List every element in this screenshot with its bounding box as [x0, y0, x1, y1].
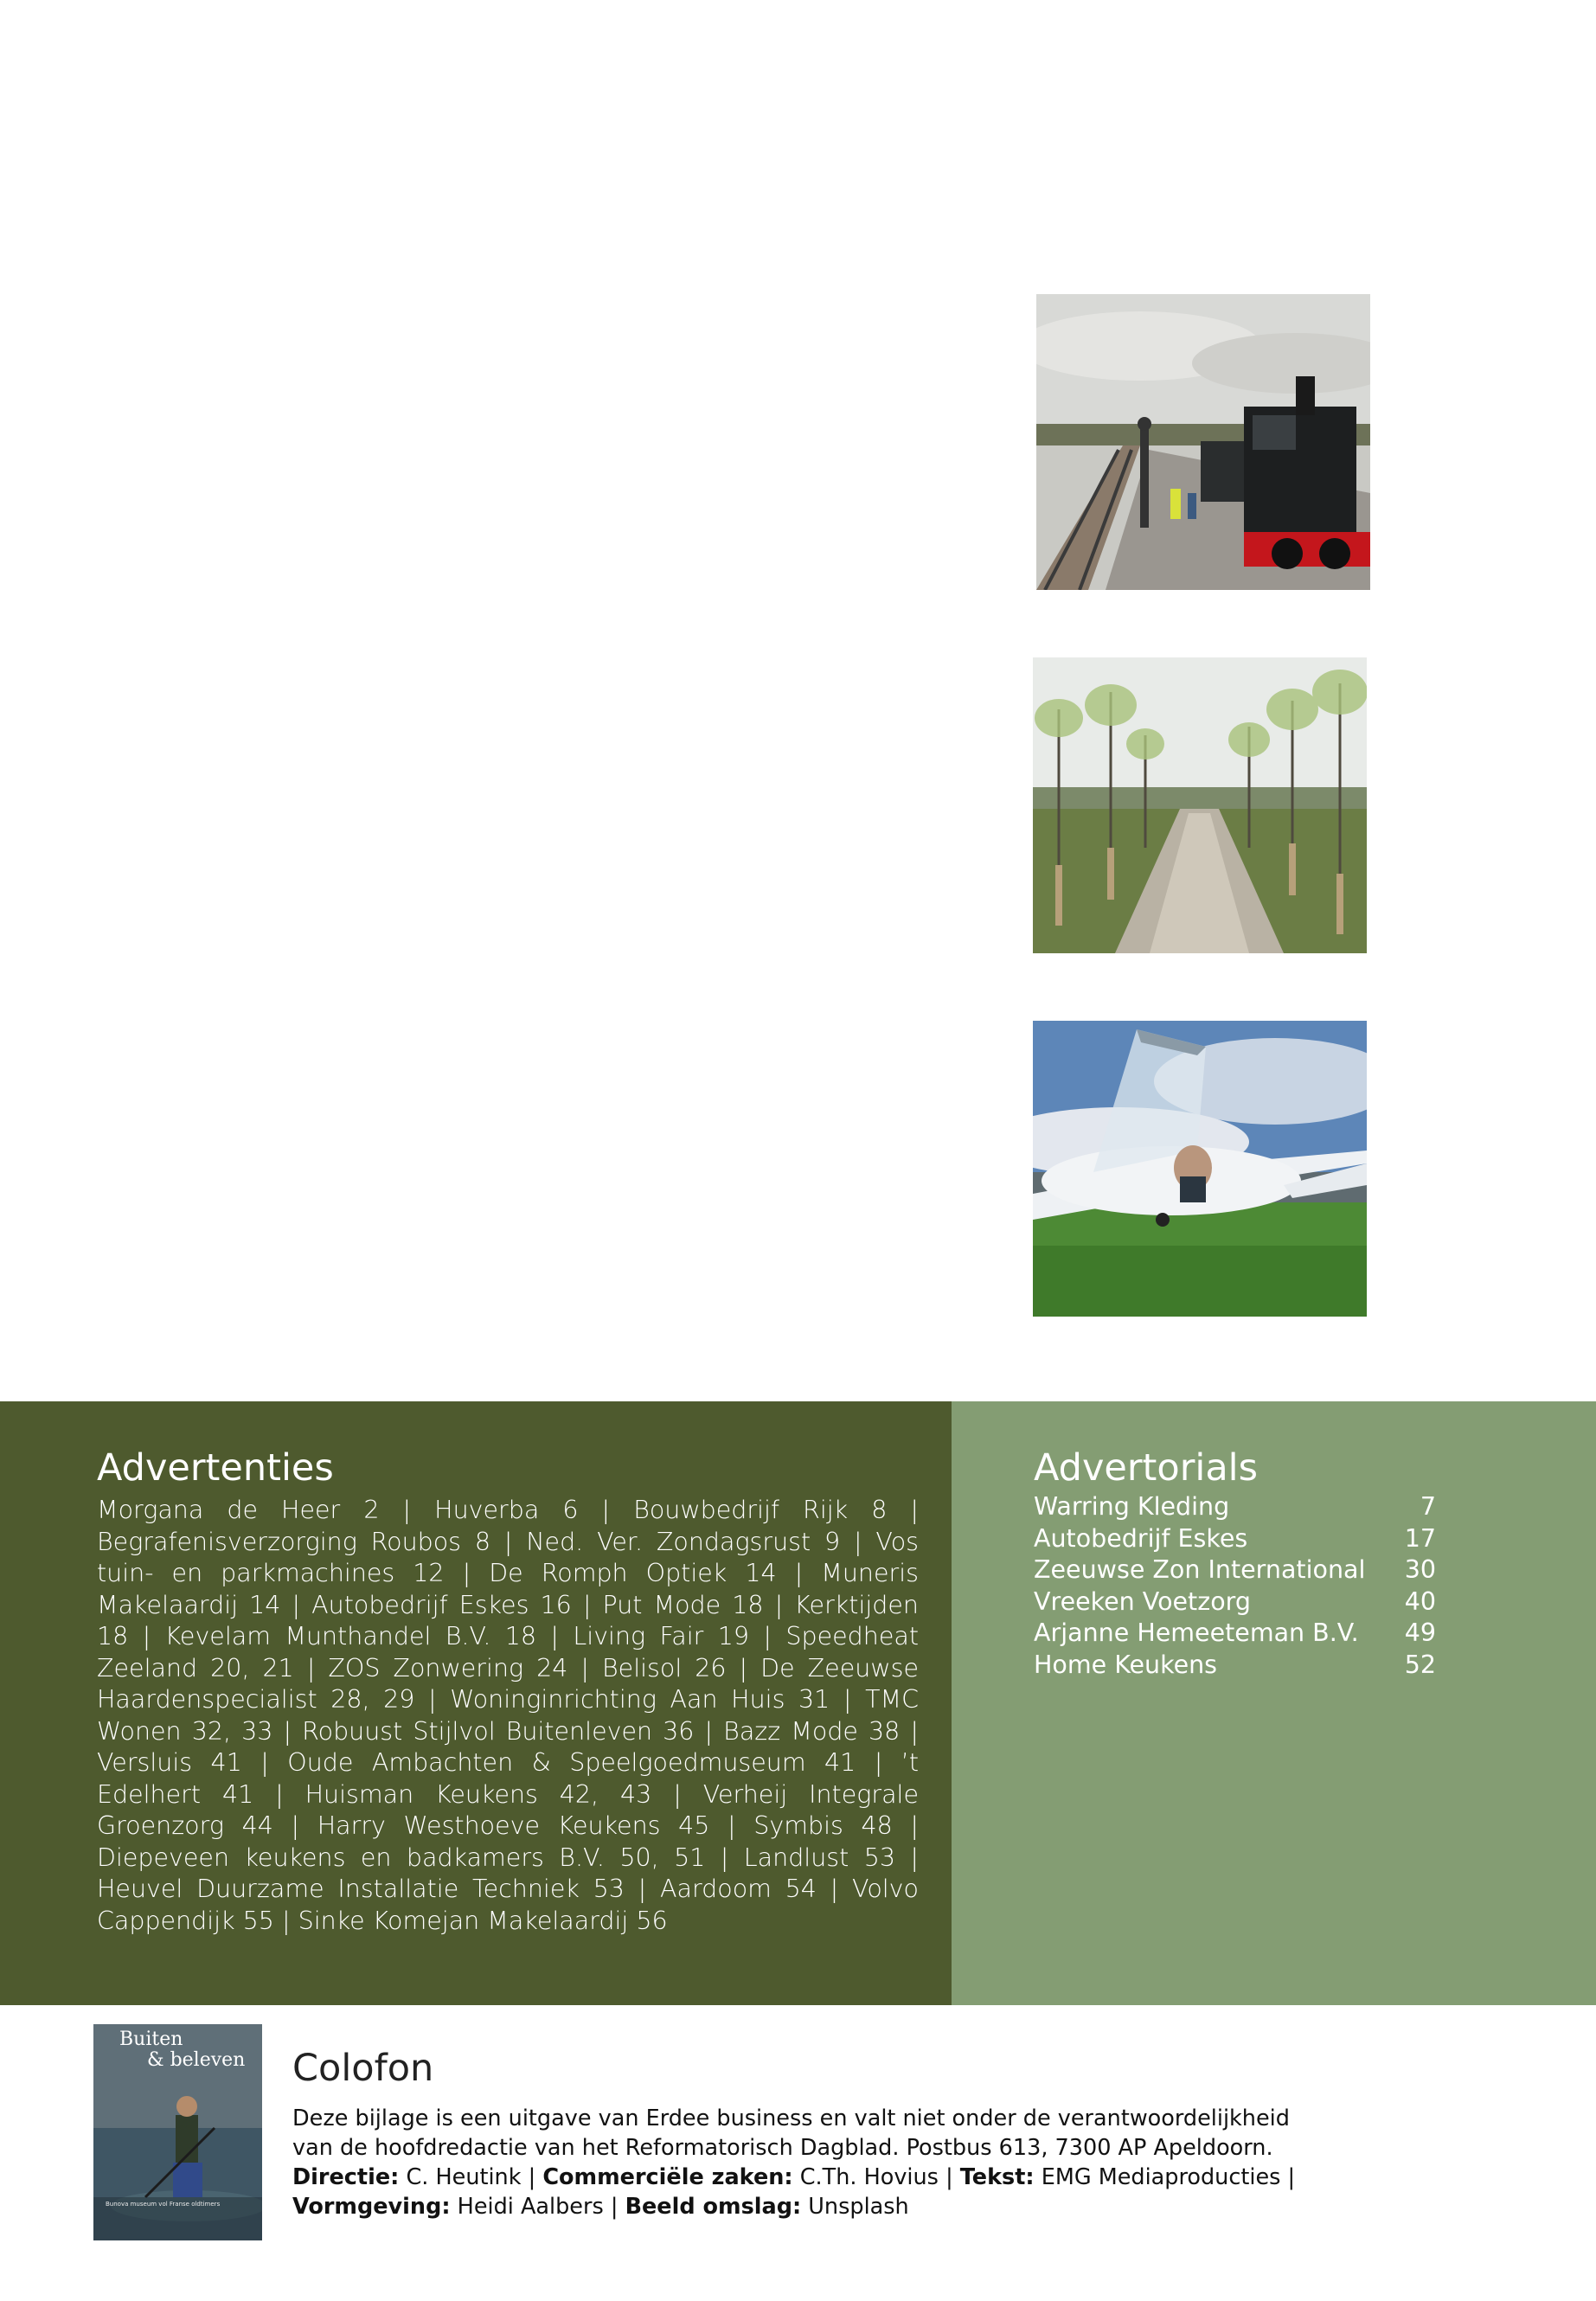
advertorial-page: 7 — [1420, 1492, 1436, 1521]
cover-caption: Bunova museum vol Franse oldtimers — [106, 2201, 221, 2208]
advertorial-name: Autobedrijf Eskes — [1034, 1523, 1248, 1553]
advertorial-item[interactable] — [1034, 1650, 1436, 1682]
credit-label: Commerciële zaken: — [542, 2164, 793, 2190]
advertenties-list: Morgana de Heer 2 | Huverba 6 | Bouwbedrijf Rijk 8 | Begrafenisverzorging Roubos 8 | Ned. Ver. Zondagsrust 9 | Vos tuin- en parkmachines 12 | De Romph Optiek 14 | Muneris Makelaardij 14 | Autobedrijf Eskes 16 | Put Mode 18 | Kerktijden 18 | Kevelam Munthandel B.V. 18 | Living Fair 19 | Speedheat Zeeland 20, 21 | ZOS Zonwering 24 | Belisol 26 | De Zeeuwse Haardenspecialist 28, 29 | Woninginrichting Aan Huis 31 | TMC Wonen 32, 33 | Robuust Stijlvol Buitenleven 36 | Bazz Mode 38 | Versluis 41 | Oude Ambachten & Speelgoedmuseum 41 | ’t Edelhert 41 | Huisman Keukens 42, 43 | Verheij Integrale Groenzorg 44 | Harry Westhoeve Keukens 45 | Symbis 48 | Diepeveen keukens en badkamers B.V. 50, 51 | Landlust 53 | Heuvel Duurzame Installatie Techniek 53 | Aardoom 54 | Volvo Cappendijk 55 | Sinke Komejan Makelaardij 56 — [97, 1496, 919, 1935]
advertorial-page: 40 — [1404, 1586, 1436, 1616]
steam-train-photo[interactable] — [1036, 294, 1370, 590]
credit-value: Unsplash — [808, 2194, 909, 2220]
credit-label: Vormgeving: — [292, 2194, 451, 2220]
advertorial-item[interactable] — [1034, 1618, 1436, 1650]
colofon-intro: Deze bijlage is een uitgave van Erdee business en valt niet onder de verantwoordelijkheid van de hoofdredactie van het Reformatorisch Dagblad. Postbus 613, 7300 AP Apeldoorn. — [292, 2106, 1290, 2161]
credit-label: Directie: — [292, 2164, 400, 2190]
advertenties-title: Advertenties — [97, 1446, 334, 1490]
advertorial-page: 17 — [1404, 1523, 1436, 1553]
credit-label: Tekst: — [959, 2164, 1035, 2190]
advertorial-page: 52 — [1404, 1650, 1436, 1679]
advertorial-item[interactable] — [1034, 1554, 1436, 1586]
credit-value: C. Heutink — [406, 2164, 522, 2190]
cover-title: Buiten & beleven — [119, 2029, 246, 2071]
credit-value: C.Th. Hovius — [799, 2164, 939, 2190]
advertorial-item[interactable] — [1034, 1491, 1436, 1523]
orchard-path-photo[interactable] — [1033, 657, 1367, 953]
advertorial-name: Vreeken Voetzorg — [1034, 1586, 1251, 1616]
advertorial-name: Zeeuwse Zon International — [1034, 1555, 1366, 1585]
advertorial-page: 30 — [1404, 1555, 1436, 1585]
advertorials-list — [1034, 1491, 1436, 1682]
colofon-text: Deze bijlage is een uitgave van Erdee business en valt niet onder de verantwoordelijkheid van de hoofdredactie van het Reformatorisch Dagblad. Postbus 613, 7300 AP Apeldoorn. Directie: C. Heutink | Commerciële zaken: C.Th. Hovius | Tekst: EMG Mediaproducties | Vormgeving: Heidi Aalbers | Beeld omslag: Unsplash — [292, 2106, 1296, 2220]
advertorial-item[interactable] — [1034, 1523, 1436, 1555]
credit-value: Heidi Aalbers — [457, 2194, 604, 2220]
advertorial-name: Home Keukens — [1034, 1650, 1218, 1679]
advertorials-title: Advertorials — [1034, 1446, 1259, 1490]
advertorial-name: Warring Kleding — [1034, 1492, 1230, 1521]
colofon-title: Colofon — [292, 2047, 434, 2090]
credit-value: EMG Mediaproducties — [1041, 2164, 1281, 2190]
advertorial-item[interactable] — [1034, 1586, 1436, 1618]
credit-label: Beeld omslag: — [625, 2194, 802, 2220]
advertorial-page: 49 — [1404, 1618, 1436, 1648]
magazine-cover-thumbnail[interactable] — [93, 2024, 262, 2240]
advertorial-name: Arjanne Hemeeteman B.V. — [1034, 1618, 1359, 1648]
glider-photo[interactable] — [1033, 1021, 1367, 1317]
